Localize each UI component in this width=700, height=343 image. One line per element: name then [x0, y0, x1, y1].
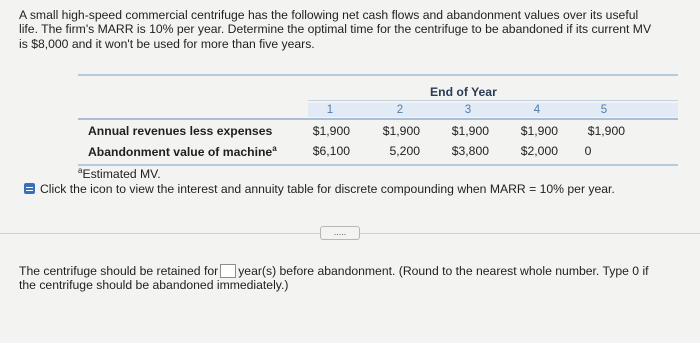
table-footnote — [78, 166, 161, 181]
hint-text: Click the icon to view the interest and annuity table for discrete compounding when MARR = 10% per year. — [40, 182, 615, 196]
footnote-marker: a — [272, 144, 277, 153]
header-rule — [308, 100, 678, 101]
row-label-abandonment — [88, 144, 277, 159]
answer-text-before: The centrifuge should be retained for — [19, 264, 219, 278]
problem-line: A small high-speed commercial centrifuge has the following net cash flows and abandonment values over its useful — [19, 8, 639, 22]
expand-more-button[interactable]: ..... — [320, 226, 360, 240]
row-label-text: Abandonment value of machine — [88, 145, 273, 160]
year-header-3: 3 — [464, 104, 472, 116]
table-cell: $1,900 — [312, 124, 350, 138]
problem-statement — [19, 8, 689, 51]
table-icon[interactable] — [24, 183, 35, 194]
table-bottom-rule — [78, 164, 678, 166]
answer-text-after: year(s) before abandonment. (Round to the nearest whole number. Type 0 if — [238, 264, 649, 278]
table-cell: 5,200 — [389, 144, 420, 158]
footnote-marker: a — [78, 166, 83, 175]
interest-table-hint — [24, 182, 615, 196]
answer-line-1 — [19, 264, 689, 278]
table-top-rule — [78, 74, 678, 76]
year-header-5: 5 — [600, 104, 608, 116]
table-cell: $1,900 — [587, 124, 625, 138]
problem-line: life. The firm's MARR is 10% per year. Determine the optimal time for the centrifuge to be abandoned if its current MV — [19, 22, 652, 37]
year-header-4: 4 — [533, 104, 541, 116]
problem-line: is $8,000 and it won't be used for more than five years. — [19, 36, 315, 51]
table-cell: $1,900 — [382, 124, 420, 138]
end-of-year-header: End of Year — [430, 85, 497, 99]
year-header-1: 1 — [326, 104, 334, 116]
row-label-revenues: Annual revenues less expenses — [88, 124, 273, 138]
years-retained-input[interactable] — [220, 264, 236, 278]
table-cell: 0 — [584, 144, 592, 158]
answer-prompt — [19, 264, 689, 293]
table-cell: $2,000 — [520, 144, 558, 158]
answer-line-2: the centrifuge should be abandoned immediately.) — [19, 278, 289, 293]
table-cell: $1,900 — [520, 124, 558, 138]
header-bottom-rule — [78, 118, 678, 120]
footnote-text: Estimated MV. — [82, 167, 161, 182]
table-cell: $3,800 — [451, 144, 489, 158]
table-cell: $1,900 — [451, 124, 489, 138]
year-header-2: 2 — [396, 104, 404, 116]
table-cell: $6,100 — [312, 144, 350, 158]
